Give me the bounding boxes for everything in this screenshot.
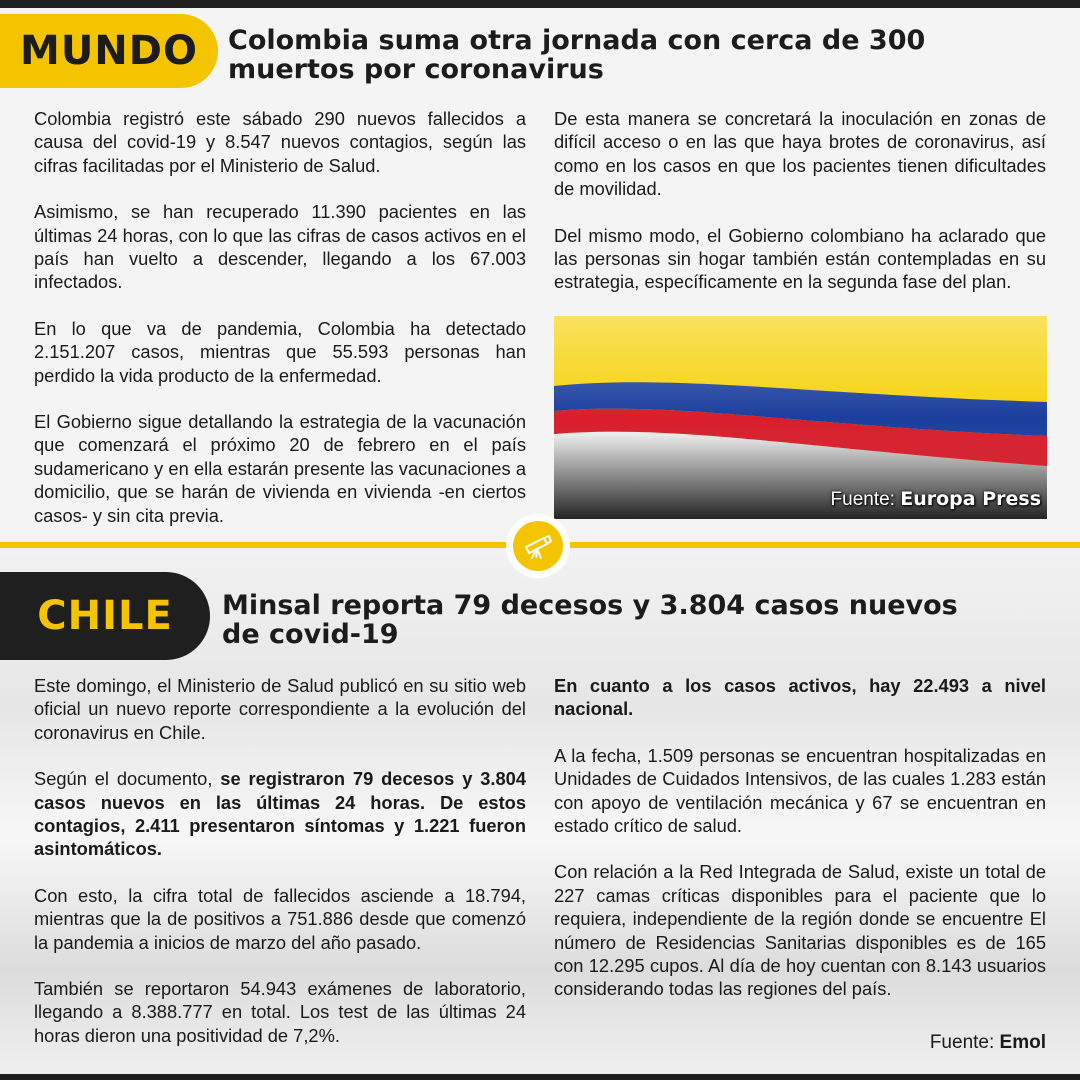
source-label: Fuente: (830, 489, 895, 510)
chile-paragraph: A la fecha, 1.509 personas se encuentran hospitalizadas en Unidades de Cuidados Intensivos, de las cuales 1.283 están con apoyo de ventilación mecánica y 67 se encuentran en estado crítico de salud. (554, 744, 1046, 837)
chile-paragraph (34, 767, 526, 861)
chile-source-credit (930, 1032, 1046, 1054)
chile-paragraph: Con relación a la Red Integrada de Salud, existe un total de 227 camas críticas disponibles para el paciente que lo requiera, independiente de la región donde se encuentre El número de Residencias Sanitarias disponibles es de 165 con 12.295 cupos. Al día de hoy cuentan con 8.143 usuarios considerando todas las regiones del país. (554, 861, 1046, 1000)
colombia-flag-image (554, 316, 1047, 519)
mundo-right-column (554, 107, 1046, 317)
chile-paragraph-bold: En cuanto a los casos activos, hay 22.493 a nivel nacional. (554, 675, 1046, 720)
telescope-icon (513, 521, 563, 571)
chile-paragraph (554, 674, 1046, 721)
source-label: Fuente: (929, 1032, 995, 1053)
mundo-paragraph: De esta manera se concretará la inoculación en zonas de difícil acceso o en las que haya brotes de coronavirus, así como en los casos en que los pacientes tienen dificultades de movilidad. (554, 108, 1046, 200)
mundo-paragraph: El Gobierno sigue detallando la estrategia de la vacunación que comenzará el próximo 20 de febrero en el país sudamericano y en ella estarán presente las vacunaciones a domicilio, que se harán de vivienda en vivienda -en ciertos casos- y sin cita previa. (34, 411, 526, 526)
mundo-tag: MUNDO (0, 14, 218, 88)
chile-paragraph-prefix: Según el documento, (34, 768, 221, 790)
chile-left-column (34, 674, 526, 1070)
mundo-headline: Colombia suma otra jornada con cerca de 300 muertos por coronavirus (228, 25, 926, 85)
chile-right-column (554, 674, 1046, 1024)
chile-tag: CHILE (0, 572, 210, 660)
top-frame-bar (0, 0, 1080, 8)
chile-paragraph: Este domingo, el Ministerio de Salud publicó en su sitio web oficial un nuevo reporte correspondiente a la evolución del coronavirus en Chile. (34, 675, 526, 743)
chile-headline: Minsal reporta 79 decesos y 3.804 casos nuevos de covid-19 (222, 590, 958, 650)
mundo-paragraph: Colombia registró este sábado 290 nuevos fallecidos a causa del covid-19 y 8.547 nuevos contagios, según las cifras facilitadas por el Ministerio de Salud. (34, 108, 526, 176)
mundo-paragraph: Asimismo, se han recuperado 11.390 pacientes en las últimas 24 horas, con lo que las cifras de casos activos en el país han vuelto a descender, llegando a los 67.003 infectados. (34, 201, 526, 293)
chile-paragraph: También se reportaron 54.943 exámenes de laboratorio, llegando a 8.388.777 en total. Los test de las últimas 24 horas dieron una positividad de 7,2%. (34, 978, 526, 1046)
source-name: Emol (999, 1032, 1046, 1053)
divider-badge (506, 514, 570, 578)
chile-paragraph: Con esto, la cifra total de fallecidos asciende a 18.794, mientras que la de positivos a 751.886 desde que comenzó la pandemia a inicios de marzo del año pasado. (34, 884, 526, 953)
bottom-frame-bar (0, 1074, 1080, 1080)
mundo-paragraph: Del mismo modo, el Gobierno colombiano ha aclarado que las personas sin hogar también están contempladas en su estrategia, específicamente en la segunda fase del plan. (554, 224, 1046, 293)
chile-paragraph-bold: se registraron 79 decesos y 3.804 casos nuevos en las últimas 24 horas. De estos contagios, 2.411 presentaron síntomas y 1.221 fueron asintomáticos. (34, 768, 527, 860)
mundo-left-column (34, 107, 526, 550)
mundo-paragraph: En lo que va de pandemia, Colombia ha detectado 2.151.207 casos, mientras que 55.593 personas han perdido la vida producto de la enfermedad. (34, 317, 526, 386)
source-name: Europa Press (900, 488, 1041, 510)
flag-source-credit (831, 488, 1041, 511)
